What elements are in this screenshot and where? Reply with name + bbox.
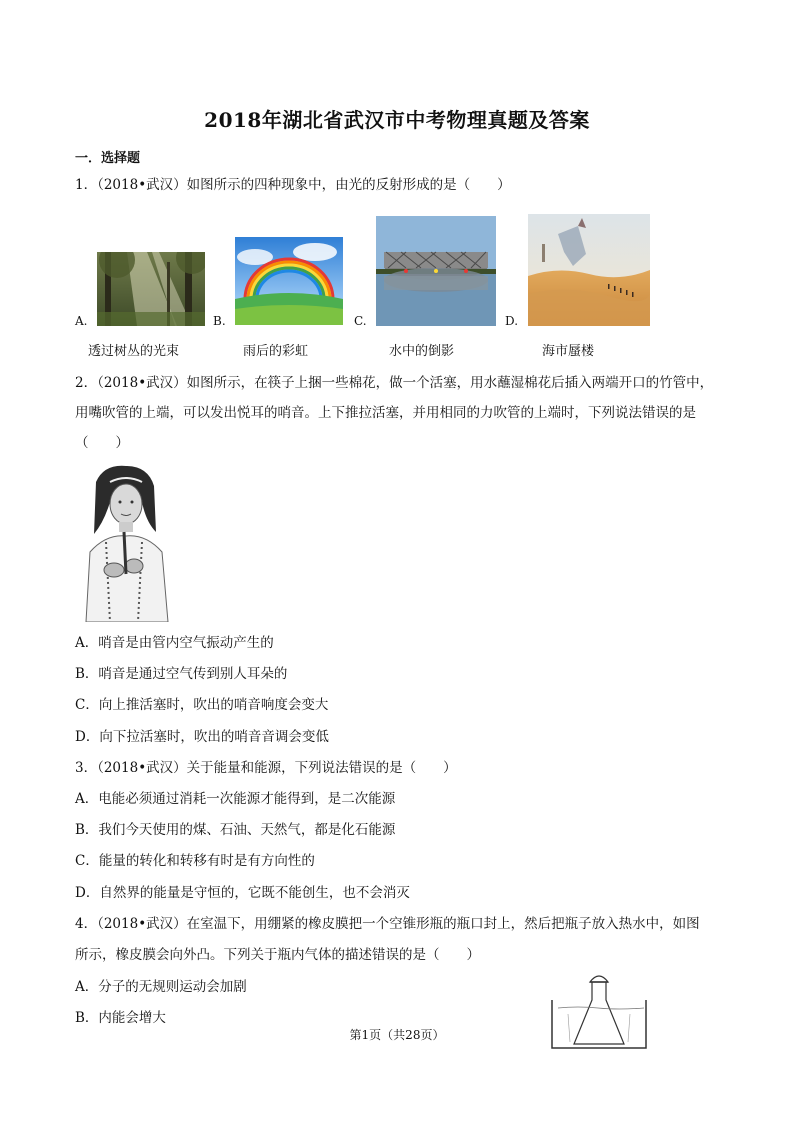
q1-caption-a: 透过树丛的光束 [88, 344, 180, 359]
q2-option-a: A．哨音是由管内空气振动产生的 [75, 635, 274, 651]
page-title: 2018年湖北省武汉市中考物理真题及答案 [204, 108, 590, 132]
q1-option-d-letter: D. [505, 314, 519, 328]
q2-option-b: B．哨音是通过空气传到别人耳朵的 [75, 666, 288, 682]
section-heading: 一．选择题 [75, 151, 141, 166]
q3-option-a: A．电能必须通过消耗一次能源才能得到，是二次能源 [75, 791, 396, 807]
q1-image-forest-light [97, 252, 205, 326]
q2-stem-line2: 用嘴吹管的上端，可以发出悦耳的哨音。上下推拉活塞，并用相同的力吹管的上端时，下列说法错误的是 [75, 405, 696, 421]
q1-caption-d: 海市蜃楼 [542, 344, 595, 359]
q2-stem-line1: 2．（2018•武汉）如图所示，在筷子上捆一些棉花，做一个活塞，用水蘸湿棉花后插入两端开口的竹管中， [75, 375, 714, 391]
q3-option-c: C．能量的转化和转移有时是有方向性的 [75, 853, 315, 869]
q1-image-mirage [528, 214, 650, 326]
q1-option-a-letter: A. [75, 314, 88, 328]
q1-image-stadium-reflection [376, 216, 496, 326]
q1-image-rainbow [235, 237, 343, 325]
q2-option-c: C．向上推活塞时，吹出的哨音响度会变大 [75, 697, 329, 713]
q1-option-b-letter: B. [213, 314, 226, 328]
q3-option-d: D．自然界的能量是守恒的，它既不能创生，也不会消灭 [75, 885, 410, 901]
q2-image-girl-blowing-tube [76, 462, 174, 622]
q1-option-c-letter: C. [354, 314, 367, 328]
q3-stem: 3．（2018•武汉）关于能量和能源，下列说法错误的是（ ） [75, 760, 457, 776]
q4-stem-line1: 4．（2018•武汉）在室温下，用绷紧的橡皮膜把一个空锥形瓶的瓶口封上，然后把瓶子放入热水中，如图 [75, 916, 700, 932]
page-footer: 第1页（共28页） [349, 1028, 445, 1042]
q1-caption-c: 水中的倒影 [389, 344, 455, 359]
q4-option-a: A．分子的无规则运动会加剧 [75, 979, 247, 995]
q4-option-b: B．内能会增大 [75, 1010, 166, 1026]
q3-option-b: B．我们今天使用的煤、石油、天然气，都是化石能源 [75, 822, 396, 838]
q1-stem: 1．（2018•武汉）如图所示的四种现象中，由光的反射形成的是（ ） [75, 177, 511, 193]
q1-caption-b: 雨后的彩虹 [243, 344, 309, 359]
q4-stem-line2: 所示，橡皮膜会向外凸。下列关于瓶内气体的描述错误的是（ ） [75, 947, 480, 963]
q2-stem-line3: （ ） [75, 435, 129, 451]
q2-option-d: D．向下拉活塞时，吹出的哨音音调会变低 [75, 729, 329, 745]
